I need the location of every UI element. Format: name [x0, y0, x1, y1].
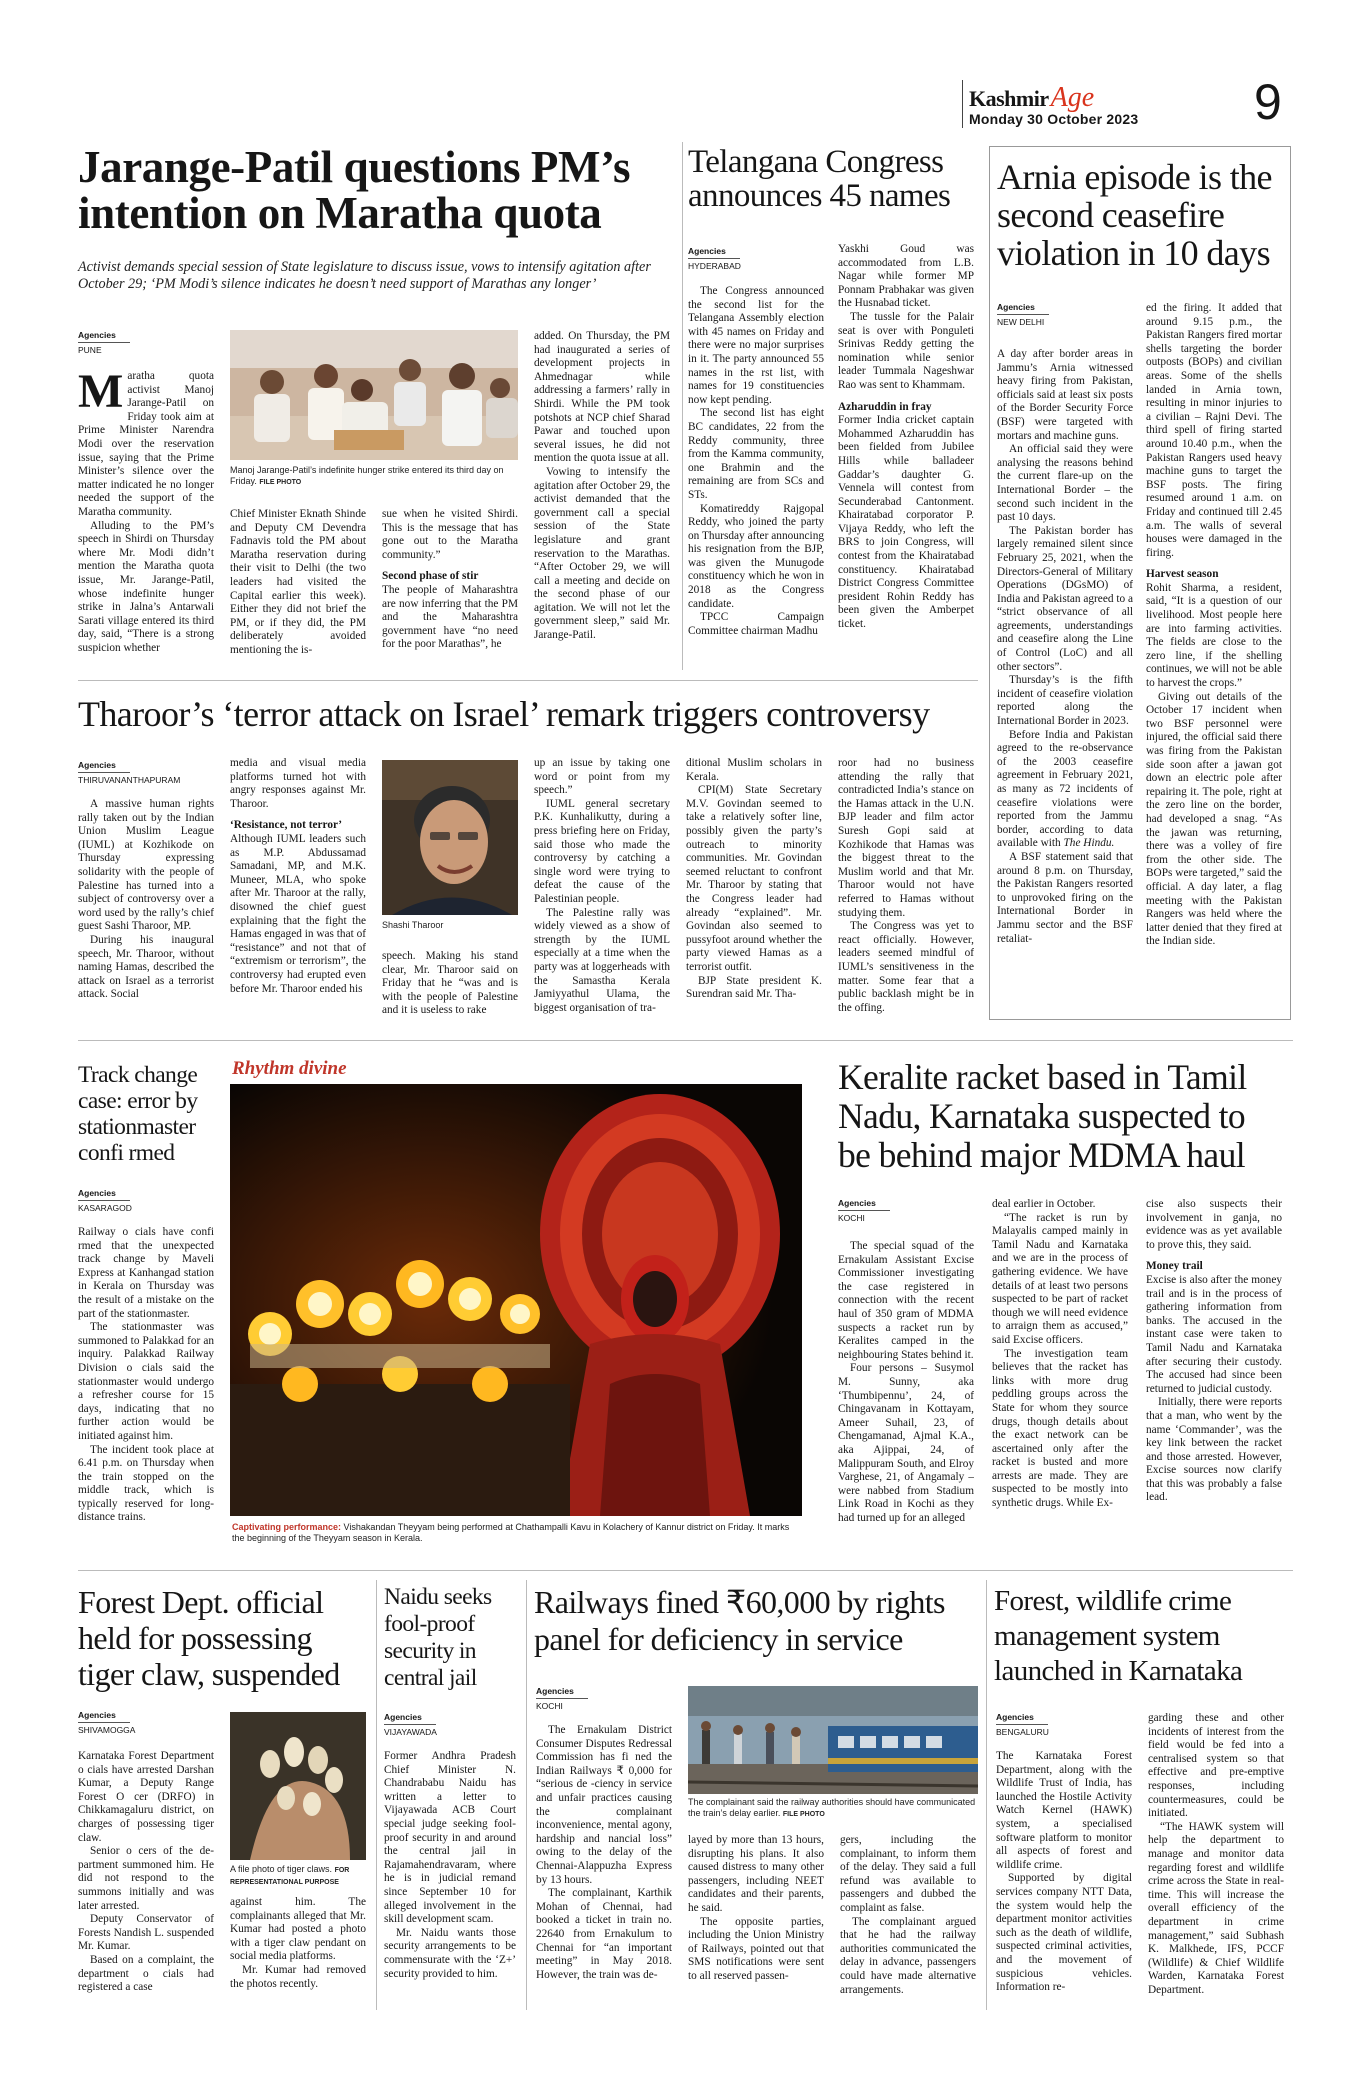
divider-bottom — [78, 1570, 1293, 1571]
rhythm-label: Rhythm divine — [232, 1058, 347, 1079]
telangana-agency: Agencies HYDERABAD — [688, 246, 741, 271]
telangana-col2: Yaskhi Goud was accommodated from L.B. Nagar while former MP Ponnam Prabhakar was given the Husnabad ticket. The tussle for the Palair seat is over with Ponguleti Srinivas Reddy getting the nomination while senior leader Tummala Nageshwar Rao was sent to Khammam. Azharuddin in fray Former India cricket captain Mohammed Azharuddin has been fielded from Jubilee Hills while balladeer Gaddar’s daughter G. Vennela will contest from Secunderabad Cantonment. Khairatabad corporator P. Vijaya Reddy, who left the BRS to join Congress, will contest from the Khairatabad constituency. Khairatabad District Congress Committee president Rohin Reddy has been given the Amberpet ticket. — [838, 243, 974, 631]
tharoor-headline: Tharoor’s ‘terror attack on Israel’ remark triggers controversy — [78, 694, 930, 734]
forest-col2: against him. The complainants alleged that Mr. Kumar had posted a photo with a tiger claw pendant on social media platforms. Mr. Kumar had removed the photos recently. — [230, 1896, 366, 1990]
divider-wildlife — [986, 1580, 987, 2010]
maratha-col1: Maratha quota activist Manoj Jarange-Patil on Friday took aim at Prime Minister Narendra Modi over the reservation issue, saying that the Prime Minister’s silence over the matter indicated he no longer needed the support of the Maratha community. Alluding to the PM’s speech in Shirdi on Thursday where Mr. Modi didn’t mention the Maratha quota issue, Mr. Jarange-Patil, whose indefinite hunger strike in Jalna’s Antarwali Sarati village entered its third day, said, “There is a strong suspicion whether — [78, 370, 214, 654]
tharoor-photo — [382, 760, 518, 915]
naidu-agency: Agencies VIJAYAWADA — [384, 1712, 437, 1737]
maratha-agency: Agencies PUNE — [78, 330, 158, 356]
arnia-col2: ed the firing. It added that around 9.15 p.m., the Pakistan Rangers fired mortar shells targeting the border outposts (BOPs) and civilian areas. Some of the shells landed in Arnia town, resulting in minor injuries to a civilian – Rajni Devi. The third spell of firing started around 10.40 p.m., when the Pakistan Rangers used heavy machine guns to target the BSF posts. The firing resumed around 1 a.m. on Friday and continued till 2.45 a.m. The walls of several houses were damaged in the firing. Harvest season Rohit Sharma, a resident, said, “It is a question of our livelihood. Most people here are into farming activities. The fields are close to the zero line, if the shelling continues, we will not be able to harvest the crops.” Giving out details of the October 17 incident when two BSF personnel were injured, the official said there was firing from the Pakistan side soon after a jawan got down an electric pole after repairing it. The pole, right at the zero line on the border, had developed a snag. “As the jawan was returning, there was a volley of fire from the other side. The BOPs were targeted,” said the official. A day later, a flag meeting with the Pakistan Rangers was held where the latter denied that they fired at the Indian side. — [1146, 302, 1282, 948]
masthead-date: Monday 30 October 2023 — [969, 111, 1139, 127]
tharoor-photo-caption: Shashi Tharoor — [382, 920, 444, 930]
rhythm-photo — [230, 1084, 802, 1516]
railways-photo — [688, 1686, 978, 1794]
track-agency: Agencies KASARAGOD — [78, 1188, 132, 1213]
masthead — [962, 74, 1302, 132]
forest-col1: Karnataka Forest Department o cials have arrested Darshan Kumar, a Deputy Range Forest O cer (DRFO) in Chikkamagaluru district, on charges of possessing tiger claw. Senior o cers of the de-partment summoned him. He did not respond to the summons initially and was later arrested. Deputy Conservator of Forests Nandish L. suspended Mr. Kumar. Based on a complaint, the department o cials had registered a case — [78, 1750, 214, 1994]
telangana-headline: Telangana Congress announces 45 names — [688, 144, 951, 214]
keralite-subhead: Money trail — [1146, 1260, 1203, 1273]
forest-photo-caption: A file photo of tiger claws. FOR REPRESENTATIONAL PURPOSE — [230, 1864, 350, 1886]
railways-col3: gers, including the complainant, to inform them of the delay. They said a full refund was available to passengers and dubbed the complaint as false. The complainant argued that he had the railway authorities communicated the delay in advance, passengers could have made alternative arrangements. — [840, 1834, 976, 1996]
tharoor-col2: media and visual media platforms turned hot with angry responses against Mr. Tharoor. ‘Resistance, not terror’ Although IUML leaders such as M.P. Abdussamad Samadani, MP, and M.K. Muneer, MLA, who spoke after Mr. Tharoor at the rally, disowned the chief guest explaining that the fight the Hamas engaged in was that of “resistance” and not that of “extremism or terrorism”, the controversy had erupted even before Mr. Tharoor ended his — [230, 757, 366, 995]
tharoor-col1: A massive human rights rally taken out by the Indian Union Muslim League (IUML) at Kozhikode on Thursday expressing solidarity with the people of Palestine has turned into a subject of controversy over a word used by the rally’s chief guest Sashi Tharoor, MP. During his inaugural speech, Mr. Tharoor, without naming Hamas, described the attack on Israel as a terrorist attack. Social — [78, 798, 214, 1001]
arnia-agency: Agencies NEW DELHI — [997, 302, 1077, 328]
wildlife-agency: Agencies BENGALURU — [996, 1712, 1049, 1737]
masthead-rule — [962, 80, 963, 128]
divider-railways — [526, 1580, 527, 2010]
maratha-photo-image — [230, 330, 518, 460]
naidu-col1: Former Andhra Pradesh Chief Minister N. Chandrababu Naidu has written a letter to Vijayawada ACB Court special judge seeking fool-proof security in and around the central jail in Rajamahendravaram, where he is in judicial remand since September 10 for alleged involvement in the skill development scam. Mr. Naidu wants those security arrangements to be commensurate with the ‘Z+’ security provided to him. — [384, 1750, 516, 1980]
maratha-headline-line2: intention on Maratha quota — [78, 188, 602, 238]
forest-photo — [230, 1712, 366, 1860]
telangana-subhead: Azharuddin in fray — [838, 400, 932, 413]
wildlife-headline: Forest, wildlife crime management system launched in Karnataka — [994, 1585, 1243, 1687]
divider-mid — [78, 1040, 1293, 1041]
naidu-headline: Naidu seeks fool-proof security in central jail — [384, 1584, 492, 1691]
arnia-headline: Arnia episode is the second ceasefire violation in 10 days — [997, 157, 1272, 273]
tiger-claw-photo-image — [230, 1712, 366, 1860]
maratha-photo — [230, 330, 518, 460]
divider-naidu — [376, 1580, 377, 2010]
forest-headline: Forest Dept. official held for possessing tiger claw, suspended — [78, 1584, 340, 1692]
keralite-col3: cise also suspects their involvement in ganja, no evidence was as yet available to prove this, they said. Money trail Excise is also after the money trail and is in the process of gathering information from banks. The accused in the instant case were taken to Tamil Nadu and Karnataka after securing their custody. The accused had since been returned to judicial custody. Initially, there were reports that a man, who went by the name ‘Commander’, was the key link between the racket and those arrested. However, Excise sources now clarify that this was probably a false lead. — [1146, 1198, 1282, 1504]
railways-headline: Railways fined ₹60,000 by rights panel for deficiency in service — [534, 1584, 945, 1657]
telangana-col1: The Congress announced the second list for the Telangana Assembly election with 45 names on Friday and there were no major surprises in it. The party announced 55 names in the rst list, with names for 19 constituencies now kept pending. The second list has eight BC candidates, 22 from the Reddy community, three from the Kamma community, one Brahmin and the remaining are from SCs and STs. Komatireddy Rajgopal Reddy, who joined the party on Thursday after announcing his resignation from the BJP, was given the Munugode constituency which he won in 2018 as the Congress candidate. TPCC Campaign Committee chairman Madhu — [688, 285, 824, 637]
tharoor-agency: Agencies THIRUVANANTHAPURAM — [78, 760, 181, 785]
keralite-col2: deal earlier in October. “The racket is run by Malayalis camped mainly in Tamil Nadu and Karnataka and we are in the process of gathering evidence. We have details of at least two persons suspected to be part of racket though we will need evidence to arraign them as accused,” said Excise officers. The investigation team believes that the racket has links with more drug peddling groups across the State for whom they source drugs, though details about the exact network can be ascertained only after the racket is busted and more arrests are made. They are suspected to be mostly into synthetic drugs. While Ex- — [992, 1198, 1128, 1510]
divider-telangana — [682, 142, 683, 670]
keralite-agency: Agencies KOCHI — [838, 1198, 918, 1224]
train-photo-image — [688, 1686, 978, 1794]
track-headline: Track change case: error by stationmaster confi rmed — [78, 1062, 198, 1166]
brand-kashmir: Kashmir — [969, 86, 1049, 111]
maratha-headline-line1: Jarange-Patil questions PM’s — [78, 142, 631, 192]
maratha-dropcap: M — [78, 370, 124, 418]
maratha-col3: sue when he visited Shirdi. This is the message that has gone out to the Maratha community.” Second phase of stir The people of Maharashtra are now inferring that the PM and the Maharashtra government have “no need for the poor Marathas”, he — [382, 508, 518, 651]
divider-tharoor-top — [78, 680, 978, 681]
tharoor-photo-image — [382, 760, 518, 915]
page-number: 9 — [1254, 74, 1282, 130]
railways-photo-caption: The complainant said the railway authorities should have communicated the train’s delay earlier. FILE PHOTO — [688, 1797, 976, 1818]
tharoor-col5: ditional Muslim scholars in Kerala. CPI(M) State Secretary M.V. Govindan seemed to take a relatively softer line, possibly given the party’s outreach to minority communities. Mr. Govindan seemed reluctant to confront Mr. Tharoor by stating that the Congress leader had already “explained”. Mr. Govindan also seemed to pussyfoot around whether the party viewed Hamas as a terrorist outfit. BJP State president K. Surendran said Mr. Tha- — [686, 757, 822, 1001]
tharoor-col6: roor had no business attending the rally that contradicted India’s stance on the Hamas attack in the U.N. BJP leader and film actor Suresh Gopi said at Kozhikode that Hamas was the biggest threat to the Muslim world and that Mr. Tharoor would not have referred to Hamas without studying them. The Congress was yet to react officially. However, leaders seemed mindful of IUML’s sensitiveness in the matter. Some fear that a public backlash might be in the offing. — [838, 757, 974, 1014]
railways-col1: The Ernakulam District Consumer Disputes Redressal Commission has fi ned the Indian Railways ₹ 0,000 for “serious de -ciency in service and unfair practices causing the complainant inconvenience, mental agony, hardship and nancial loss” owing to the delay of the Chennai-Alappuzha Express by 13 hours. The complainant, Karthik Mohan of Chennai, had booked a ticket in train no. 22640 from Ernakulum to Chennai for “an important meeting” in May 2018. However, the train was de- — [536, 1724, 672, 1981]
maratha-subhead: Second phase of stir — [382, 570, 479, 583]
brand-age: Age — [1050, 82, 1095, 113]
wildlife-col1: The Karnataka Forest Department, along with the Wildlife Trust of India, has launched the Hostile Activity Watch Kernel (HAWK) system, a specialised software platform to monitor all aspects of forest and wildlife crime. Supported by digital services company NTT Data, the system would help the department monitor activities such as the death of wildlife, suspected criminal activities, and the movement of suspicious vehicles. Information re- — [996, 1750, 1132, 1994]
maratha-photo-caption: Manoj Jarange-Patil’s indefinite hunger strike entered its third day on Friday. FILE PHOTO — [230, 465, 504, 486]
wildlife-col2: garding these and other incidents of interest from the field would be fed into a centralised system so that effective and pre-emptive responses, including countermeasures, could be initiated. “The HAWK system will help the department to manage and monitor data regarding forest and wildlife crime across the State in real-time. This will increase the overall efficiency of the department in crime management,” said Subhash K. Malkhede, IFS, PCCF (Wildlife) & Chief Wildlife Warden, Karnataka Forest Department. — [1148, 1712, 1284, 1996]
theyyam-photo-image — [230, 1084, 802, 1516]
maratha-col2: Chief Minister Eknath Shinde and Deputy CM Devendra Fadnavis told the PM about Maratha reservation during their visit to Delhi (the two leaders had visited the Capital earlier this week). Either they did not brief the PM, or if they did, the PM deliberately avoided mentioning the is- — [230, 508, 366, 656]
railways-col2: layed by more than 13 hours, disrupting his plans. It also caused distress to many other passengers, including NEET candidates and their parents, he said. The opposite parties, including the Union Ministry of Railways, pointed out that SMS notifications were sent to all reserved passen- — [688, 1834, 824, 1982]
masthead-logo — [969, 82, 1094, 114]
tharoor-col3: speech. Making his stand clear, Mr. Tharoor said on Friday that he “was and is with the people of Palestine and it is useless to rake — [382, 950, 518, 1017]
maratha-deck: Activist demands special session of State legislature to discuss issue, vows to intensify agitation after October 29; ‘PM Modi’s silence indicates he doesn’t need support of Marathas any longer’ — [78, 259, 651, 292]
maratha-col4: added. On Thursday, the PM had inaugurated a series of development projects in Ahmednagar while addressing a farmers’ rally in Shirdi. While the PM took potshots at NCP chief Sharad Pawar and touched upon several issues, he did not mention the quota issue at all. Vowing to intensify the agitation after October 29, the activist demanded that the government call a special session of the State legislature and grant reservation to the Marathas. “After October 29, we will call a meeting and decide on the second phase of our agitation. We will not let the government sleep,” said Mr. Jarange-Patil. — [534, 330, 670, 642]
keralite-headline: Keralite racket based in Tamil Nadu, Karnataka suspected to be behind major MDMA haul — [838, 1057, 1247, 1175]
track-col1: Railway o cials have confi rmed that the unexpected track change by Maveli Express at Kanhangad station in Kerala on Thursday was the result of a mistake on the part of the stationmaster. The stationmaster was summoned to Palakkad for an inquiry. Palakkad Railway Division o cials said the stationmaster would undergo a refresher course for 15 days, indicating that no further action would be initiated against him. The incident took place at 6.41 p.m. on Thursday when the train stopped on the middle track, which is typically reserved for long-distance trains. — [78, 1226, 214, 1524]
railways-agency: Agencies KOCHI — [536, 1686, 616, 1712]
forest-agency: Agencies SHIVAMOGGA — [78, 1710, 136, 1735]
tharoor-col4: up an issue by taking one word or point from my speech.” IUML general secretary P.K. Kunhalikutty, during a press briefing here on Friday, said those who made the controversy by catching a single word were trying to defeat the cause of the Palestinian people. The Palestine rally was widely viewed as a show of strength by the IUML especially at a time when the party was at loggerheads with the Samastha Kerala Jamiyyathul Ulama, the biggest organisation of tra- — [534, 757, 670, 1014]
rhythm-caption: Captivating performance: Vishakandan Theyyam being performed at Chathampalli Kavu in Kolachery of Kannur district on Friday. It marks the beginning of the Theyyam season in Kerala. — [232, 1522, 790, 1543]
arnia-subhead: Harvest season — [1146, 568, 1219, 581]
keralite-col1: The special squad of the Ernakulam Assistant Excise Commissioner investigating the case registered in connection with the recent haul of 350 gram of MDMA suspects a racket run by Keralites camped in the neighbouring States behind it. Four persons – Susymol M. Sunny, aka ‘Thumbipennu’, 24, of Chingavanam in Kottayam, Ameer Suhail, 23, of Chengamanad, Ajmal K.A., aka Ajippai, 24, of Malippuram South, and Elroy Varghese, 21, of Angamaly – were nabbed from Stadium Link Road in Kochi as they had turned up for an alleged — [838, 1240, 974, 1524]
tharoor-subhead: ‘Resistance, not terror’ — [230, 819, 342, 832]
maratha-headline — [78, 144, 678, 236]
arnia-col1: A day after border areas in Jammu’s Arnia witnessed heavy firing from Pakistan, officials said at least six posts of the Border Security Force (BSF) were targeted with mortars and machine guns. An official said they were analysing the reasons behind the current flare-up on the International Border – the second such incident in the past 10 days. The Pakistan border has largely remained silent since February 25, 2021, when the Directors-General of Military Operations (DGsMO) of India and Pakistan agreed to a “strict observance of all agreements, understandings and ceasefire along the Line of Control (LoC) and all other sectors”. Thursday’s is the fifth incident of ceasefire violation reported along the International Border in 2023. Before India and Pakistan agreed to the re-observance of the 2003 ceasefire agreement in February 2021, as many as 72 incidents of ceasefire violations were reported from the Jammu border, according to data available with The Hindu. A BSF statement said that around 8 p.m. on Thursday, the Pakistan Rangers resorted to unprovoked firing on the International Border in Jammu sector and the BSF retaliat- — [997, 348, 1133, 945]
